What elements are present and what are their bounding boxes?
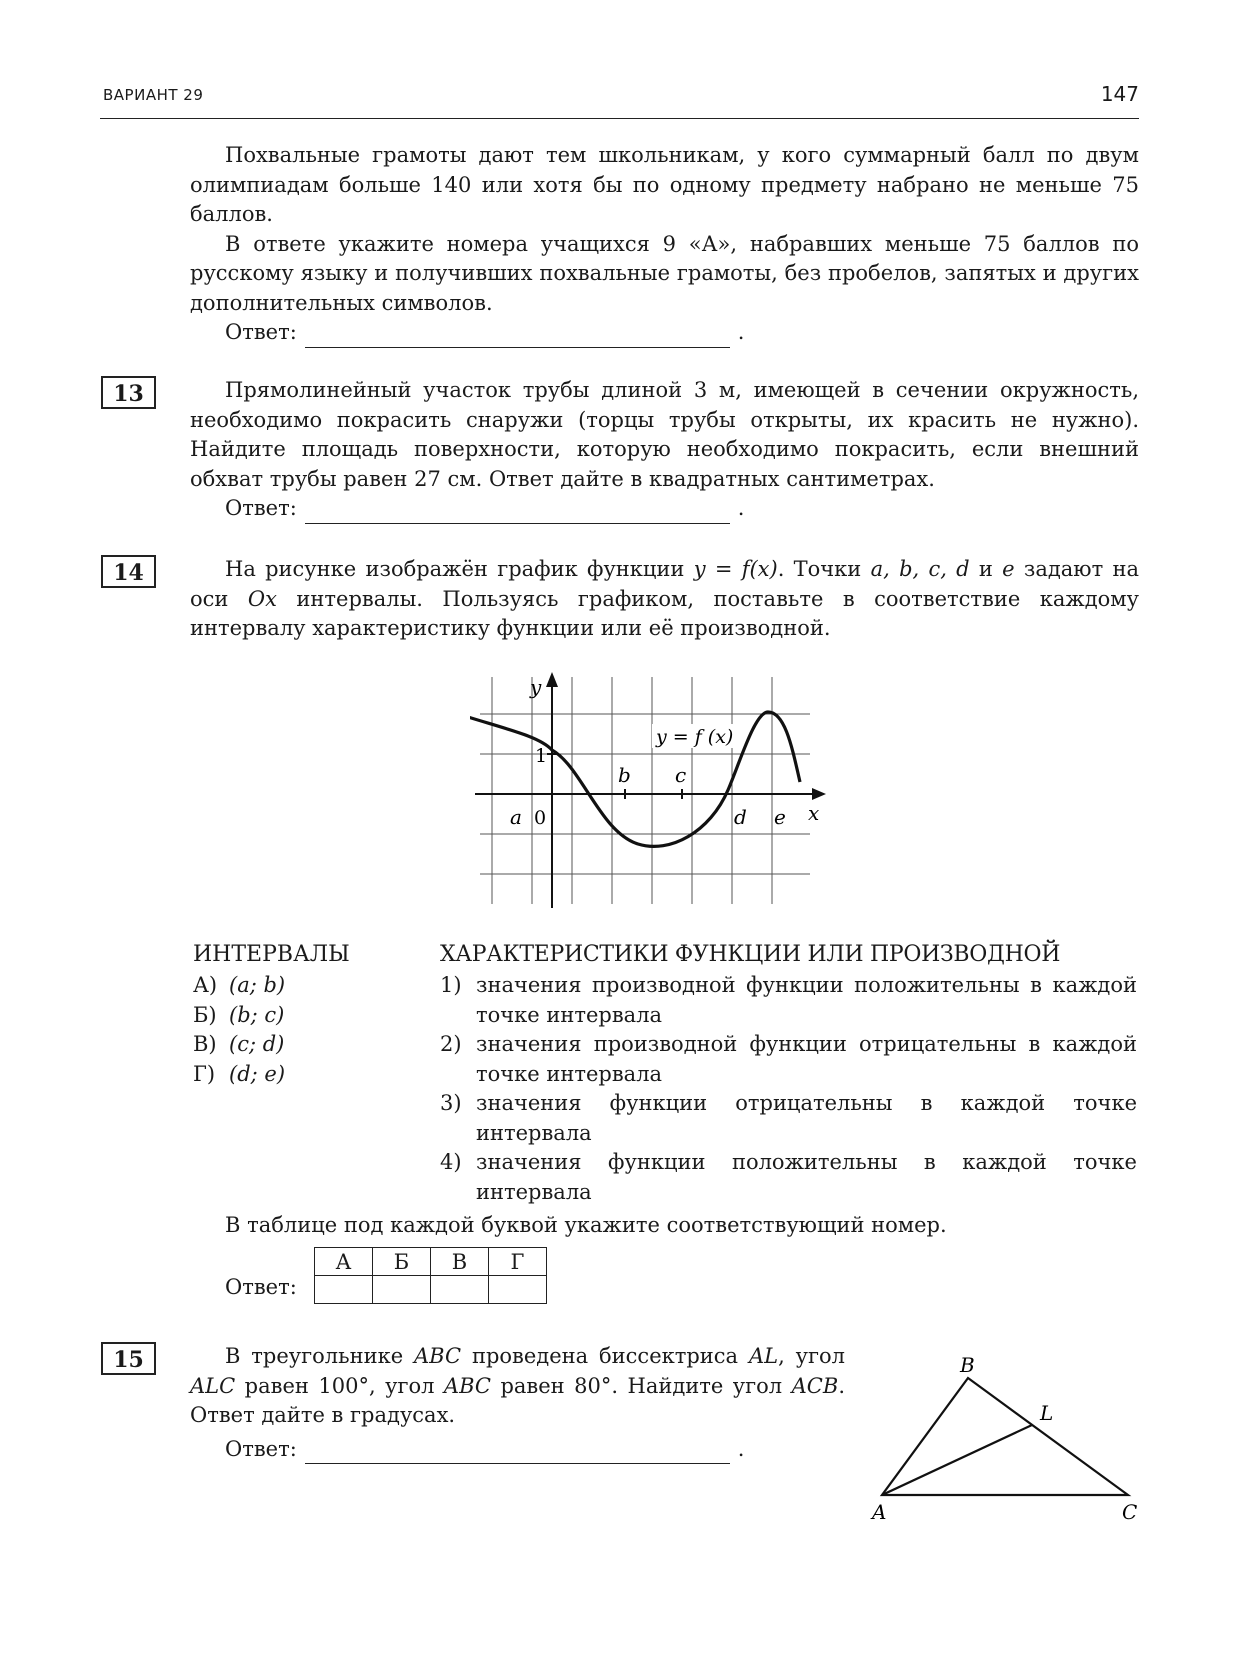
interval-letter: В)	[193, 1032, 217, 1056]
interval-value: (b; c)	[229, 1002, 285, 1027]
intro-block	[190, 141, 1139, 348]
point-a: a	[510, 805, 522, 829]
interval-letter: Б)	[193, 1002, 217, 1027]
function-graph	[470, 672, 840, 912]
answer-label: Ответ:	[225, 496, 297, 520]
intro-answer	[190, 318, 1139, 348]
x-axis-arrow	[812, 788, 826, 800]
y-axis-arrow	[546, 672, 558, 687]
text-fragment: равен 80°. Найдите угол	[490, 1373, 792, 1398]
interval-letter: Г)	[193, 1061, 216, 1086]
interval-value: (a; b)	[229, 973, 286, 997]
properties-heading: ХАРАКТЕРИСТИКИ ФУНКЦИИ ИЛИ ПРОИЗВОДНОЙ	[440, 942, 1061, 967]
angle-acb: ACB	[791, 1373, 839, 1398]
answer-label: Ответ:	[225, 1275, 297, 1299]
tick-one: 1	[535, 745, 548, 767]
task14-text	[190, 555, 1139, 644]
answer-table-cell[interactable]	[315, 1276, 373, 1304]
x-label: x	[808, 801, 820, 825]
bisector-al	[882, 1425, 1032, 1495]
vertex-c: C	[1122, 1500, 1138, 1524]
point-e: e	[774, 805, 786, 829]
interval-item	[193, 1030, 393, 1060]
property-text: значения производной функции положительны в каждой точке интервала	[476, 973, 1137, 1027]
triangle-figure	[860, 1345, 1150, 1535]
point-l: L	[1040, 1401, 1054, 1425]
answer-blank[interactable]	[305, 1441, 730, 1464]
text-fragment: , угол	[778, 1344, 845, 1368]
property-number: 3)	[440, 1091, 462, 1115]
answer-dot: .	[737, 496, 745, 520]
point-e: e	[1002, 557, 1015, 581]
text-fragment: задают на оси	[190, 557, 1139, 611]
text-fragment: В треугольнике	[225, 1344, 414, 1368]
task15-text	[190, 1342, 845, 1431]
text-fragment: проведена биссектриса	[461, 1344, 749, 1368]
intervals-column	[193, 942, 393, 1089]
answer-table-letter: Б	[373, 1248, 431, 1276]
task-number-14: 14	[101, 555, 156, 588]
property-number: 1)	[440, 973, 462, 997]
table-instruction: В таблице под каждой буквой укажите соответствующий номер.	[225, 1213, 947, 1237]
properties-list	[440, 971, 1137, 1207]
point-c: c	[675, 763, 687, 787]
properties-column	[440, 942, 1137, 1207]
interval-value: (d; e)	[229, 1061, 286, 1086]
graph-grid	[480, 677, 810, 904]
interval-item	[193, 1001, 393, 1031]
answer-dot: .	[737, 1436, 745, 1461]
property-text: значения функции положительны в каждой точке интервала	[476, 1150, 1137, 1204]
answer-table-inputs	[315, 1276, 547, 1304]
vertex-b: B	[960, 1353, 975, 1377]
intro-paragraph-2: В ответе укажите номера учащихся 9 «А», набравших меньше 75 баллов по русскому языку и получивших похвальные грамоты, без пробелов, запятых и других дополнительных символов.	[190, 231, 1139, 315]
interval-item	[193, 1060, 393, 1090]
task13-text: Прямолинейный участок трубы длиной 3 м, имеющей в сечении окружность, необходимо покрасить снаружи (торцы трубы открыты, их красить не нужно). Найдите площадь поверхности, которую необходимо покрасить, если внешний обхват трубы равен 27 см. Ответ дайте в квадратных сантиметрах.	[190, 378, 1139, 491]
task14-block	[190, 555, 1139, 644]
answer-table-cell[interactable]	[431, 1276, 489, 1304]
text-fragment: . Ответ дайте в градусах.	[190, 1373, 845, 1427]
property-item	[440, 1089, 1137, 1148]
answer-table-letter: Г	[489, 1248, 547, 1276]
task13-answer	[190, 494, 1139, 524]
property-item	[440, 1148, 1137, 1207]
formula: y = f(x)	[693, 557, 778, 581]
task15-answer	[190, 1435, 845, 1465]
property-item	[440, 1030, 1137, 1089]
text-fragment: . Точки	[777, 557, 871, 581]
answer-table-letter: В	[431, 1248, 489, 1276]
vertex-a: A	[872, 1500, 887, 1524]
y-label: y	[530, 675, 542, 699]
point-d: d	[734, 805, 747, 829]
property-item	[440, 971, 1137, 1030]
answer-label: Ответ:	[225, 320, 297, 344]
bisector-name: AL	[748, 1344, 779, 1368]
triangle-name: ABC	[414, 1344, 462, 1368]
axis-name: Ox	[247, 586, 277, 611]
text-fragment: интервалы. Пользуясь графиком, поставьте в соответствие каждому интервалу характеристику функции или её производной.	[190, 586, 1139, 640]
task13-block	[190, 376, 1139, 524]
text-fragment: и	[969, 557, 1003, 581]
intervals-heading: ИНТЕРВАЛЫ	[193, 942, 350, 967]
property-text: значения производной функции отрицательны в каждой точке интервала	[476, 1032, 1137, 1086]
interval-value: (c; d)	[229, 1032, 285, 1056]
property-number: 2)	[440, 1032, 462, 1056]
interval-letter: А)	[193, 973, 218, 997]
property-text: значения функции отрицательны в каждой точке интервала	[476, 1091, 1137, 1145]
answer-dot: .	[737, 320, 745, 344]
text-fragment: равен 100°, угол	[235, 1373, 444, 1398]
intervals-list	[193, 971, 393, 1089]
answer-table-letter: А	[315, 1248, 373, 1276]
intro-paragraph-1: Похвальные грамоты дают тем школьникам, у кого суммарный балл по двум олимпиадам больше 140 или хотя бы по одному предмету набрано не меньше 75 баллов.	[190, 143, 1139, 226]
interval-item	[193, 971, 393, 1001]
angle-abc: ABC	[443, 1373, 491, 1398]
answer-table	[314, 1247, 547, 1304]
origin-zero: 0	[534, 807, 547, 829]
angle-alc: ALC	[190, 1373, 236, 1398]
task-number-13: 13	[101, 376, 156, 409]
header-variant: ВАРИАНТ 29	[103, 86, 204, 104]
task-number-15: 15	[101, 1342, 156, 1375]
points: a, b, c, d	[870, 557, 970, 581]
answer-label: Ответ:	[225, 1436, 297, 1461]
answer-blank[interactable]	[305, 325, 730, 348]
text-fragment: На рисунке изображён график функции	[225, 557, 694, 581]
curve-label: y = f (x)	[656, 726, 734, 748]
page-number: 147	[1100, 82, 1139, 106]
property-number: 4)	[440, 1150, 462, 1174]
answer-table-cell[interactable]	[489, 1276, 547, 1304]
answer-table-header	[315, 1248, 547, 1276]
header-divider	[100, 118, 1139, 119]
answer-blank[interactable]	[305, 501, 730, 524]
answer-table-cell[interactable]	[373, 1276, 431, 1304]
task15-block	[190, 1342, 845, 1464]
point-b: b	[618, 763, 631, 787]
